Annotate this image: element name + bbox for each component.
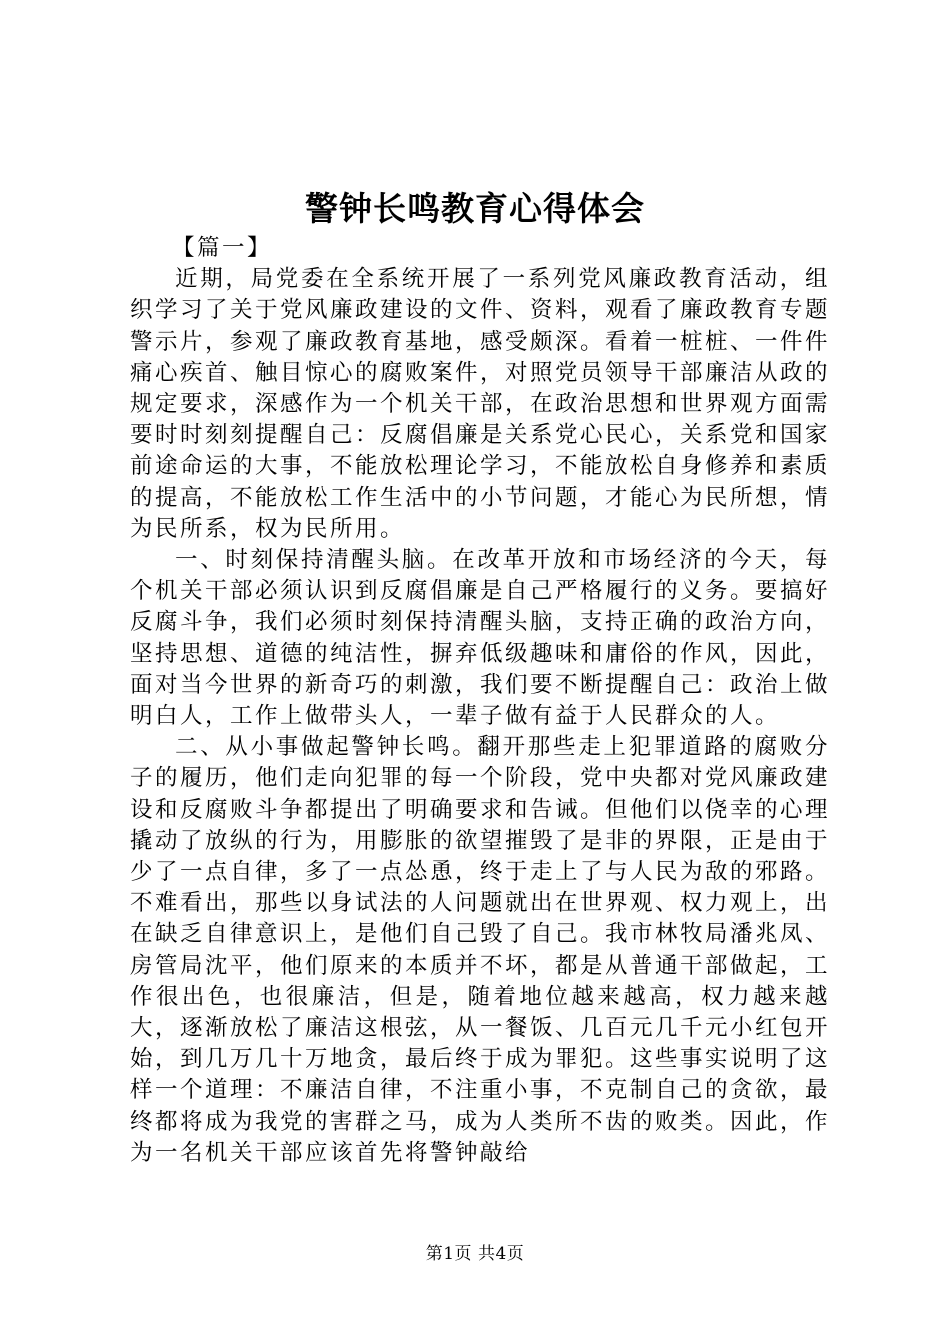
page-footer xyxy=(0,1243,950,1265)
document-body xyxy=(130,233,830,1169)
page-number: 第1页 共4页 xyxy=(425,1244,525,1264)
section-label: 【篇一】 xyxy=(172,235,273,261)
paragraph-point-two: 二、从小事做起警钟长鸣。翻开那些走上犯罪道路的腐败分子的履历，他们走向犯罪的每一个阶段，党中央都对党风廉政建设和反腐败斗争都提出了明确要求和告诫。但他们以侥幸的心理撬动了放纵的行为，用膨胀的欲望摧毁了是非的界限，正是由于少了一点自律，多了一点怂恿，终于走上了与人民为敌的邪路。不难看出，那些以身试法的人问题就出在世界观、权力观上，出在缺乏自律意识上，是他们自己毁了自己。我市林牧局潘兆凤、房管局沈平，他们原来的本质并不坏，都是从普通干部做起，工作很出色，也很廉洁，但是，随着地位越来越高，权力越来越大，逐渐放松了廉洁这根弦，从一餐饭、几百元几千元小红包开始，到几万几十万地贪，最后终于成为罪犯。这些事实说明了这样一个道理：不廉洁自律，不注重小事，不克制自己的贪欲，最终都将成为我党的害群之马，成为人类所不齿的败类。因此，作为一名机关干部应该首先将警钟敲给 xyxy=(130,734,831,1166)
document-title: 警钟长鸣教育心得体会 xyxy=(305,189,645,228)
paragraph-point-one: 一、时刻保持清醒头脑。在改革开放和市场经济的今天，每个机关干部必须认识到反腐倡廉是自己严格履行的义务。要搞好反腐斗争，我们必须时刻保持清醒头脑，支持正确的政治方向，坚持思想、道德的纯洁性，摒弃低级趣味和庸俗的作风，因此，面对当今世界的新奇巧的刺激，我们要不断提醒自己：政治上做明白人，工作上做带头人，一辈子做有益于人民群众的人。 xyxy=(130,547,831,730)
paragraph-intro: 近期，局党委在全系统开展了一系列党风廉政教育活动，组织学习了关于党风廉政建设的文件、资料，观看了廉政教育专题警示片，参观了廉政教育基地，感受颇深。看着一桩桩、一件件痛心疾首、触目惊心的腐败案件，对照党员领导干部廉洁从政的规定要求，深感作为一个机关干部，在政治思想和世界观方面需要时时刻刻提醒自己：反腐倡廉是关系党心民心，关系党和国家前途命运的大事，不能放松理论学习，不能放松自身修养和素质的提高，不能放松工作生活中的小节问题，才能心为民所想，情为民所系，权为民所用。 xyxy=(130,266,831,542)
